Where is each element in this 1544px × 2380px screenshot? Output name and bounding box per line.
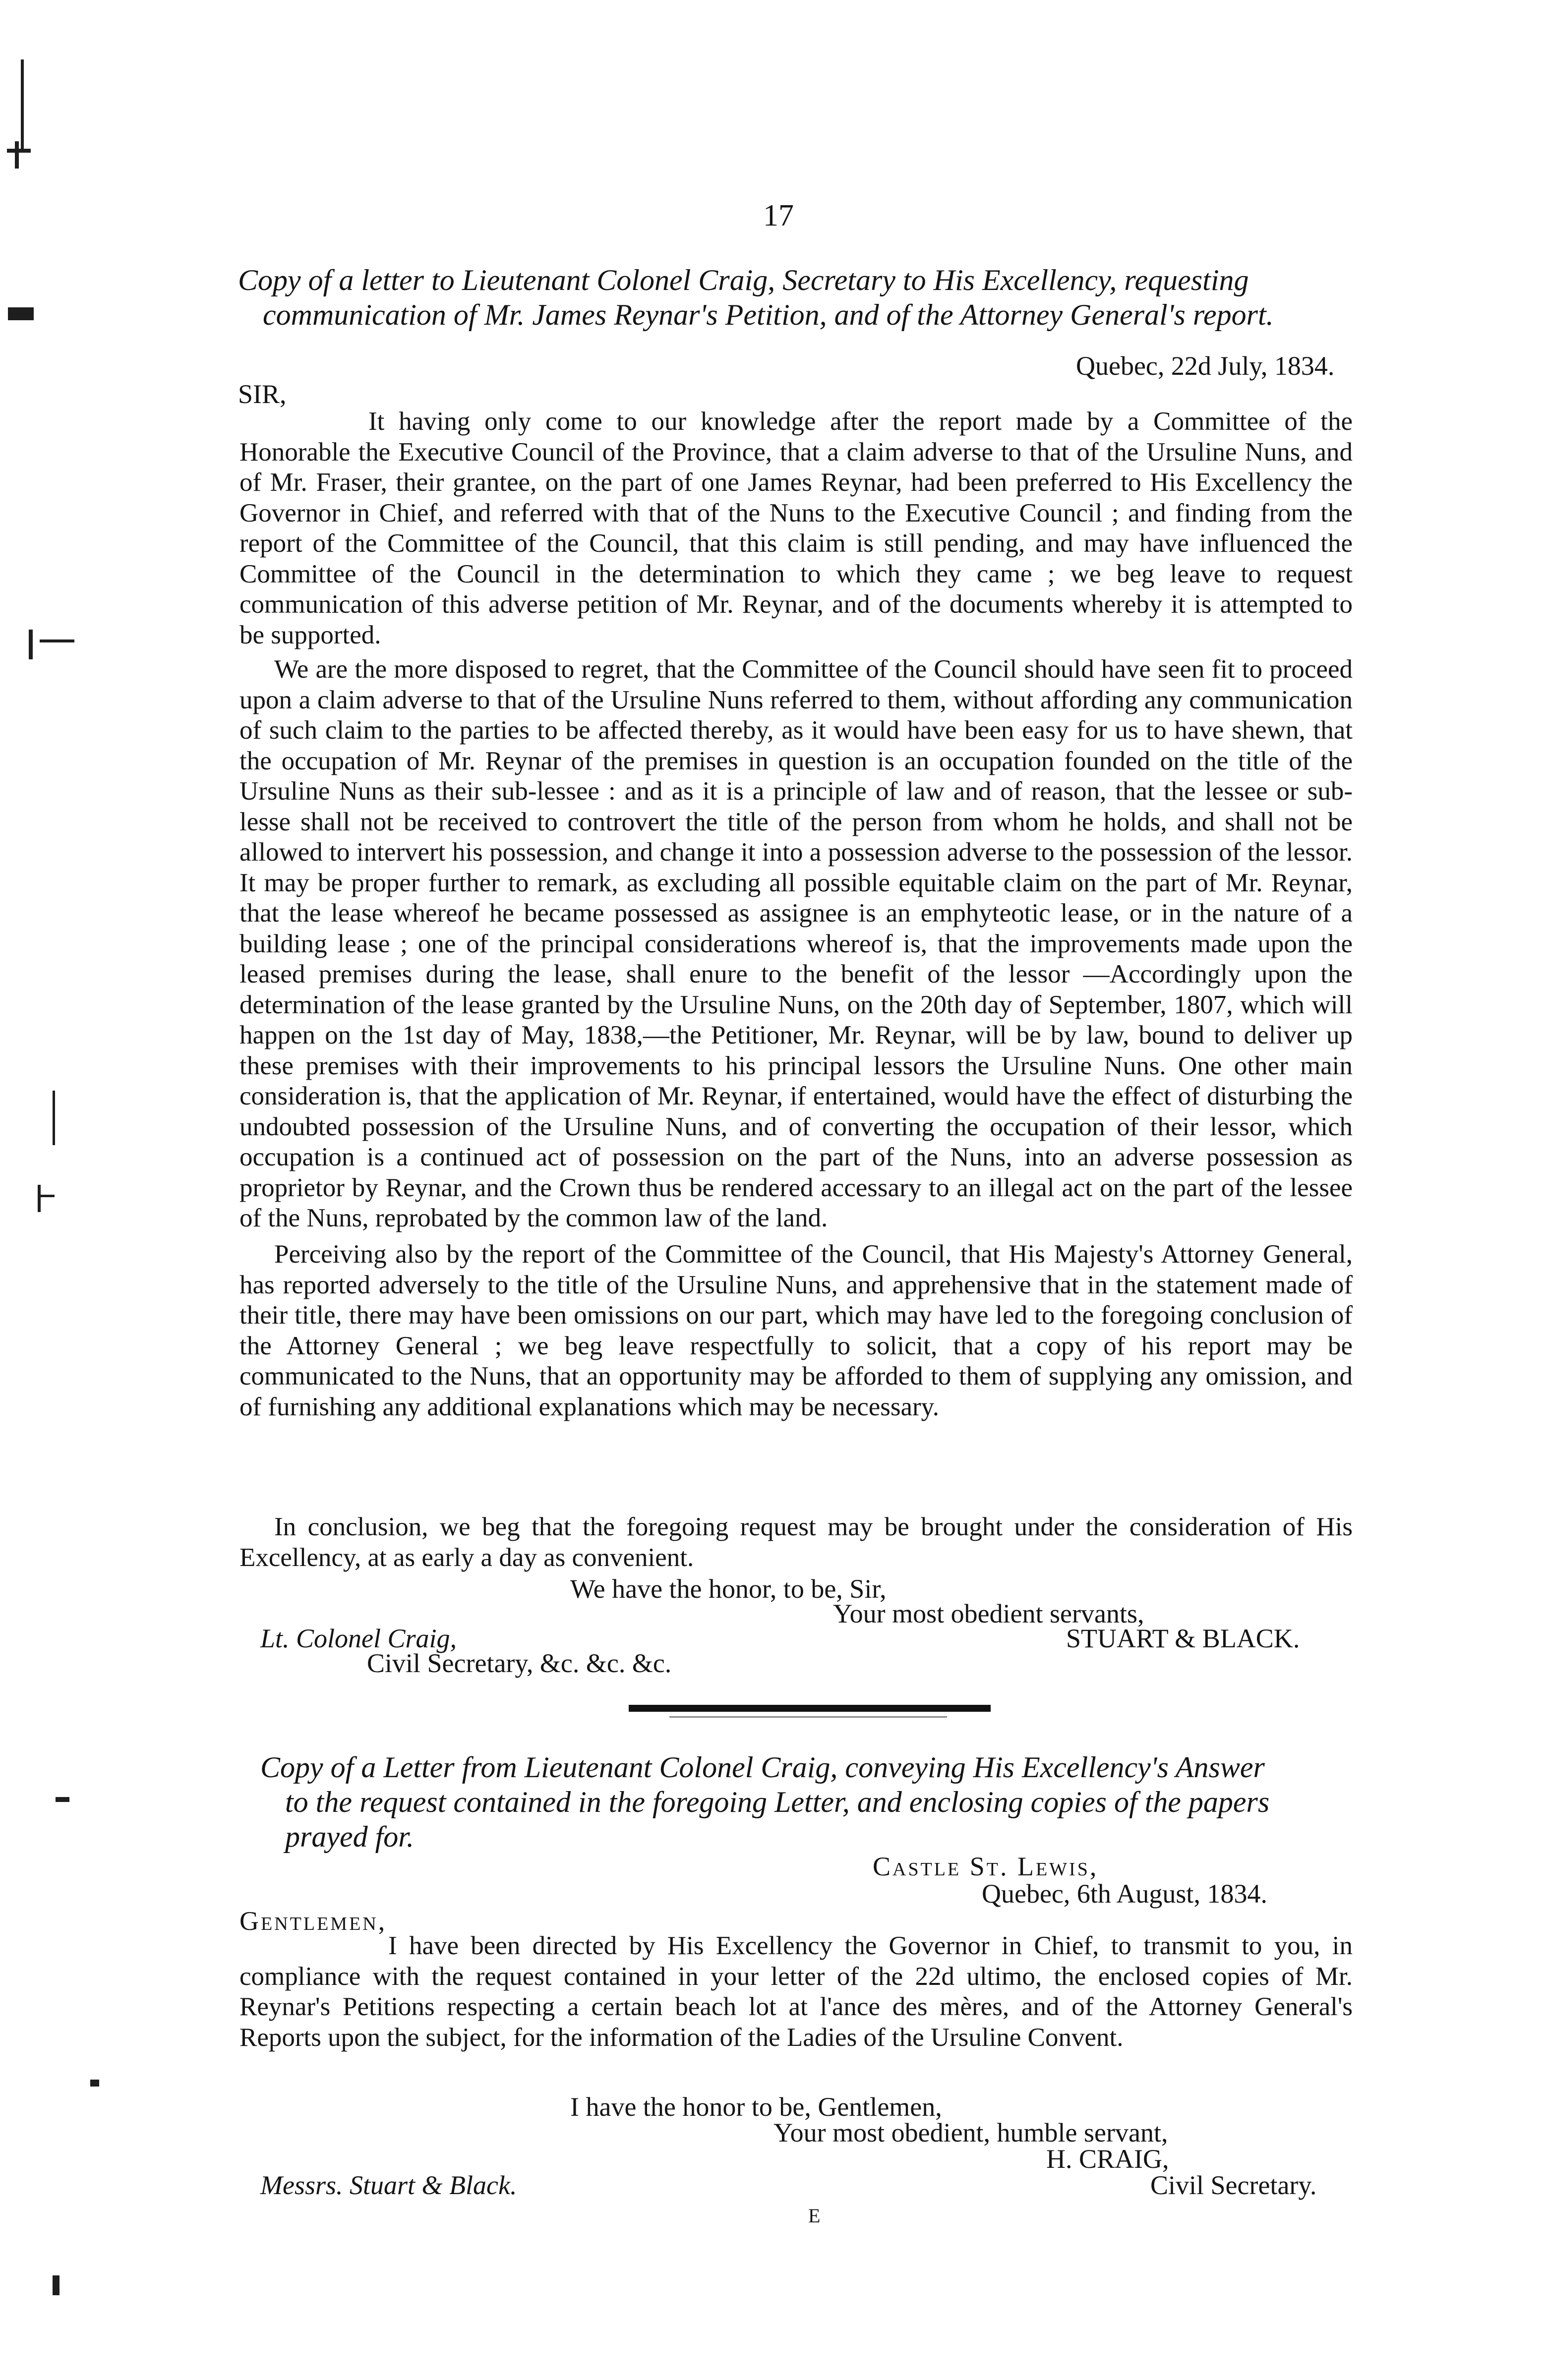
letter1-salutation: SIR, (238, 379, 287, 409)
letter2-paragraph: I have been directed by His Excellency the Governor in Chief, to transmit to you, in compliance with the request contained in your letter of the 22d ultimo, the enclosed copies of Mr. Reynar's Petitions respecting a certain beach lot at l'ance des mères, and of the Attorney General's Reports upon the subject, for the information of the Ladies of the Ursuline Convent. (239, 1931, 1353, 2052)
letter2-heading (260, 1750, 1351, 1854)
letter2-place: Castle St. Lewis, (873, 1852, 1099, 1881)
letter2-signature-name: H. CRAIG, (1046, 2144, 1169, 2174)
letter2-heading-line3: prayed for. (285, 1820, 414, 1853)
letter2-closing-line1: I have the honor to be, Gentlemen, (570, 2092, 942, 2122)
margin-marks (0, 0, 129, 2380)
letter1-addressee-name: Lt. Colonel Craig, (260, 1624, 457, 1653)
letter1-closing-line2: Your most obedient servants, (833, 1599, 1144, 1628)
letter1-heading (238, 263, 1349, 332)
signature-mark: E (808, 2205, 821, 2227)
letter1-paragraph-1: It having only come to our knowledge after the report made by a Committee of the Honorable the Executive Council of the Province, that a claim adverse to that of the Ursuline Nuns, and of Mr. Fraser, their grantee, on the part of one James Reynar, had been preferred to His Excellency the Governor in Chief, and referred with that of the Nuns to the Executive Council ; and finding from the report of the Committee of the Council, that this claim is still pending, and may have influenced the Committee of the Council in the determination to which they came ; we beg leave to request communication of this adverse petition of Mr. Reynar, and of the documents whereby it is attempted to be supported. (239, 407, 1353, 649)
letter2-heading-line2: to the request contained in the foregoing Letter, and enclosing copies of the papers (285, 1786, 1270, 1818)
letter2-signature-title: Civil Secretary. (1150, 2170, 1317, 2200)
section-divider-thin (669, 1716, 947, 1718)
letter1-paragraph-2: We are the more disposed to regret, that the Committee of the Council should have seen fit to proceed upon a claim adverse to that of the Ursuline Nuns referred to them, without affording any communication of such claim to the parties to be affected thereby, as it would have been easy for us to have shewn, that the occupation of Mr. Reynar of the premises in question is an occupation founded on the title of the Ursuline Nuns as their sub-lessee : and as it is a principle of law and of reason, that the lessee or sub-lesse shall not be received to controvert the title of the person from whom he holds, and shall not be allowed to intervert his possession, and change it into a possession adverse to the possession of the lessor. It may be proper further to remark, as excluding all possible equitable claim on the part of Mr. Reynar, that the lease whereof he became possessed as assignee is an emphyteotic lease, or in the nature of a building lease ; one of the principal considerations whereof is, that the improvements made upon the leased premises during the lease, shall enure to the benefit of the lessor —Accordingly upon the determination of the lease granted by the Ursuline Nuns, on the 20th day of September, 1807, which will happen on the 1st day of May, 1838,—the Petitioner, Mr. Reynar, will be by law, bound to deliver up these premises with their improvements to his principal lessors the Ursuline Nuns. One other main consideration is, that the application of Mr. Reynar, if entertained, would have the effect of disturbing the undoubted possession of the Ursuline Nuns, and of converting the occupation of their lessor, which occupation is a continued act of possession on the part of the Nuns, into an adverse possession as proprietor by Reynar, and the Crown thus be rendered accessary to an illegal act on the part of the lessee of the Nuns, reprobated by the common law of the land. (239, 655, 1353, 1232)
letter1-heading-line2: communication of Mr. James Reynar's Petition, and of the Attorney General's report. (263, 298, 1274, 331)
letter1-paragraph-3: Perceiving also by the report of the Committee of the Council, that His Majesty's Attorney General, has reported adversely to the title of the Ursuline Nuns, and apprehensive that in the statement made of their title, there may have been omissions on our part, which may have led to the foregoing conclusion of the Attorney General ; we beg leave respectfully to solicit, that a copy of his report may be communicated to the Nuns, that an opportunity may be afforded to them of supplying any omission, and of furnishing any additional explanations which may be necessary. (239, 1240, 1353, 1421)
letter1-dateline: Quebec, 22d July, 1834. (1076, 351, 1335, 381)
letter1-closing-line1: We have the honor, to be, Sir, (570, 1574, 887, 1604)
letter1-heading-line1: Copy of a letter to Lieutenant Colonel Craig, Secretary to His Excellency, requesting (238, 264, 1249, 296)
letter2-dateline: Quebec, 6th August, 1834. (982, 1879, 1267, 1909)
letter1-paragraph-4: In conclusion, we beg that the foregoing request may be brought under the consideration of His Excellency, at as early a day as convenient. (239, 1512, 1353, 1572)
letter1-addressee-title: Civil Secretary, &c. &c. &c. (367, 1648, 672, 1678)
page-number: 17 (763, 199, 794, 232)
letter1-signature: STUART & BLACK. (1066, 1624, 1300, 1653)
letter2-closing-line2: Your most obedient, humble servant, (773, 2118, 1168, 2148)
section-divider (629, 1705, 991, 1712)
letter2-addressee: Messrs. Stuart & Black. (260, 2170, 517, 2200)
letter2-heading-line1: Copy of a Letter from Lieutenant Colonel Craig, conveying His Excellency's Answer (260, 1751, 1265, 1784)
letter2-salutation: Gentlemen, (239, 1906, 387, 1936)
